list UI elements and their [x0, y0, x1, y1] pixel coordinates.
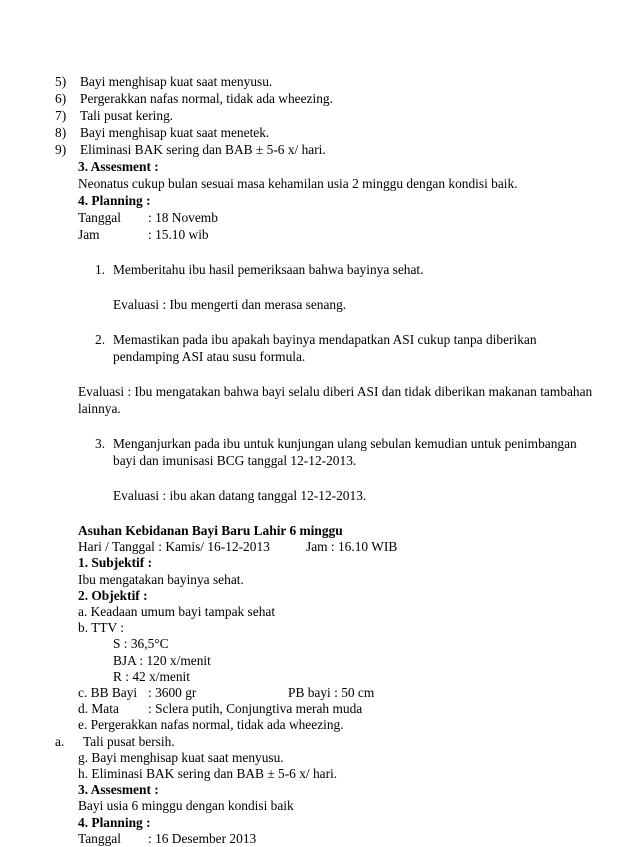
list-item: [55, 125, 270, 141]
ttv-item: S : 36,5°C: [113, 636, 169, 652]
list-number: a.: [55, 733, 65, 749]
objektif-item: g. Bayi menghisap kuat saat menyusu.: [78, 749, 284, 765]
assesment-heading: 3. Assesment :: [78, 782, 159, 798]
objektif-heading: 2. Objektif :: [78, 587, 148, 603]
ttv-item: R : 42 x/menit: [113, 668, 190, 684]
evaluasi-text: Evaluasi : Ibu mengatakan bahwa bayi selalu diberi ASI dan tidak diberikan makanan tambahan: [78, 384, 593, 399]
tanggal-row: [78, 210, 218, 226]
list-number: 5): [55, 74, 67, 89]
tanggal-label: Tanggal: [78, 210, 121, 225]
list-text: Bayi menghisap kuat saat menetek.: [80, 125, 270, 140]
tanggal-label: Tanggal: [78, 830, 121, 846]
list-item: [55, 142, 326, 158]
list-number: 8): [55, 125, 67, 140]
list-text: Eliminasi BAK sering dan BAB ± 5-6 x/ hari.: [80, 142, 326, 157]
objektif-item: [78, 701, 363, 717]
mata-label: d. Mata: [78, 701, 119, 717]
objektif-item: [55, 733, 175, 750]
objektif-item: e. Pergerakkan nafas normal, tidak ada wheezing.: [78, 717, 344, 733]
bb-value: : 3600 gr: [148, 685, 197, 700]
planning-number: 3.: [95, 436, 106, 451]
planning-text: Memberitahu ibu hasil pemeriksaan bahwa bayinya sehat.: [113, 262, 424, 277]
hari-row: [78, 539, 398, 555]
section-title: Asuhan Kebidanan Bayi Baru Lahir 6 minggu: [78, 523, 343, 538]
tanggal-value: : 18 Novemb: [148, 210, 218, 225]
list-text: Tali pusat bersih.: [83, 733, 175, 749]
evaluasi-text-cont: lainnya.: [78, 401, 121, 416]
jam-value: Jam : 16.10 WIB: [306, 539, 398, 555]
assesment-text: Neonatus cukup bulan sesuai masa kehamilan usia 2 minggu dengan kondisi baik.: [78, 176, 518, 191]
planning-text-cont: bayi dan imunisasi BCG tanggal 12-12-2013.: [113, 453, 357, 468]
tanggal-value: : 16 Desember 2013: [148, 830, 257, 846]
planning-heading: 4. Planning :: [78, 814, 151, 830]
jam-row: [78, 227, 209, 243]
list-number: 6): [55, 91, 67, 106]
subjektif-heading: 1. Subjektif :: [78, 555, 153, 571]
list-number: 7): [55, 108, 67, 123]
planning-text-cont: pendamping ASI atau susu formula.: [113, 349, 306, 364]
list-item: [55, 91, 333, 107]
list-text: Pergerakkan nafas normal, tidak ada wheezing.: [80, 91, 333, 106]
planning-heading: 4. Planning :: [78, 193, 151, 208]
jam-label: Jam: [78, 227, 100, 242]
planning-item: [95, 262, 424, 278]
hari-tanggal: Hari / Tanggal : Kamis/ 16-12-2013: [78, 539, 270, 555]
list-item: [55, 74, 273, 90]
pb-value: PB bayi : 50 cm: [288, 685, 375, 700]
objektif-item: h. Eliminasi BAK sering dan BAB ± 5-6 x/ hari.: [78, 766, 338, 781]
evaluasi-text: Evaluasi : Ibu mengerti dan merasa senang.: [113, 297, 347, 312]
mata-value: : Sclera putih, Conjungtiva merah muda: [148, 701, 363, 717]
planning-text: Menganjurkan pada ibu untuk kunjungan ulang sebulan kemudian untuk penimbangan: [113, 436, 577, 451]
planning-number: 1.: [95, 262, 106, 277]
list-number: 9): [55, 142, 67, 157]
planning-number: 2.: [95, 332, 106, 347]
list-text: Bayi menghisap kuat saat menyusu.: [80, 74, 273, 89]
bb-label: c. BB Bayi: [78, 685, 138, 700]
planning-item: [95, 436, 577, 452]
jam-value: : 15.10 wib: [148, 227, 209, 242]
list-text: Tali pusat kering.: [80, 108, 174, 123]
subjektif-text: Ibu mengatakan bayinya sehat.: [78, 571, 244, 587]
planning-text: Memastikan pada ibu apakah bayinya mendapatkan ASI cukup tanpa diberikan: [113, 332, 537, 347]
objektif-item: a. Keadaan umum bayi tampak sehat: [78, 604, 276, 619]
planning-item: [95, 332, 537, 348]
tanggal-row: [78, 830, 257, 847]
assesment-heading: 3. Assesment :: [78, 159, 159, 174]
assesment-text: Bayi usia 6 minggu dengan kondisi baik: [78, 798, 294, 814]
evaluasi-text: Evaluasi : ibu akan datang tanggal 12-12-2013.: [113, 488, 367, 503]
list-item: [55, 108, 174, 124]
objektif-item: [78, 685, 375, 701]
objektif-item: b. TTV :: [78, 620, 125, 636]
ttv-item: BJA : 120 x/menit: [113, 652, 211, 668]
